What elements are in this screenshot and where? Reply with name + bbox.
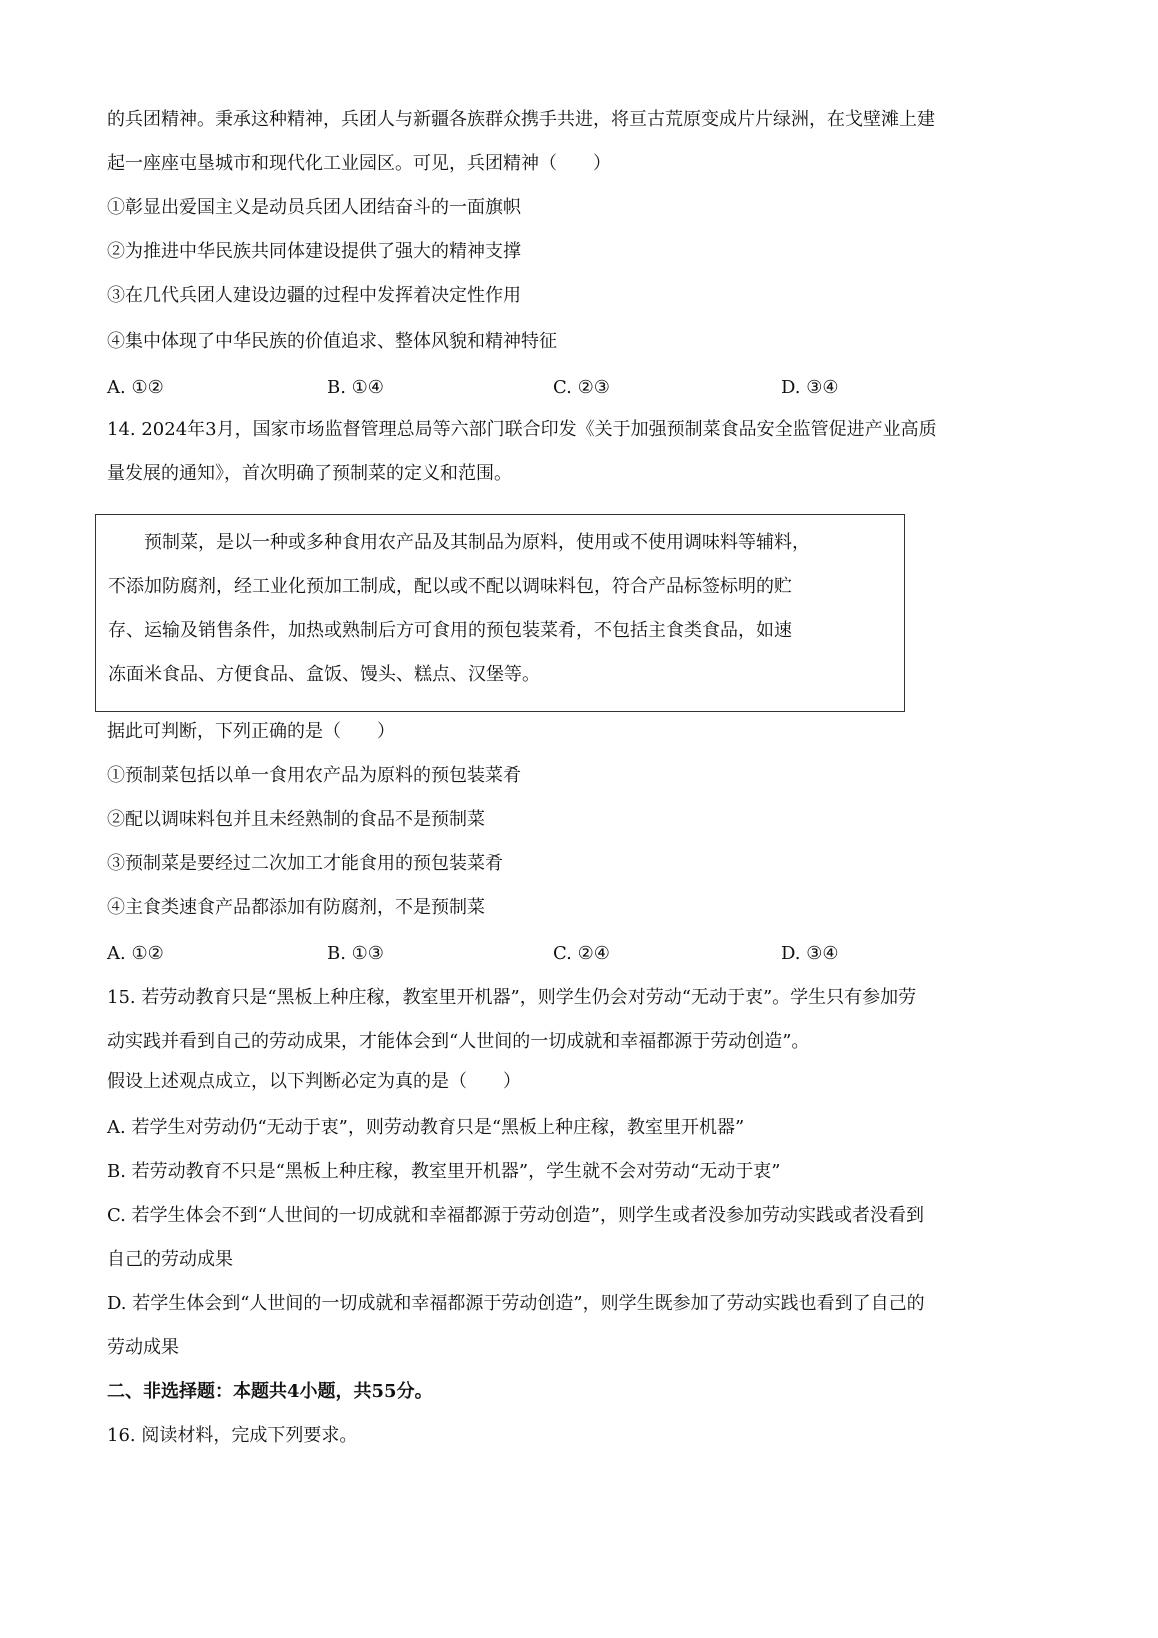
q14-material-line-3: 存、运输及销售条件，加热或熟制后方可食用的预包装菜肴，不包括主食类食品，如速 [108, 620, 792, 641]
q15-option-d-continued: 劳动成果 [107, 1337, 179, 1358]
q14-material-line-2: 不添加防腐剂，经工业化预加工制成，配以或不配以调味料包，符合产品标签标明的贮 [108, 576, 792, 597]
q15-option-b[interactable]: B. 若劳动教育不只是“黑板上种庄稼，教室里开机器”，学生就不会对劳动“无动于衷” [107, 1161, 781, 1182]
q15-option-c-continued: 自己的劳动成果 [107, 1249, 233, 1270]
q14-statement-2: ②配以调味料包并且未经熟制的食品不是预制菜 [107, 809, 485, 830]
q13-statement-2: ②为推进中华民族共同体建设提供了强大的精神支撑 [107, 241, 521, 262]
q14-statement-3: ③预制菜是要经过二次加工才能食用的预包装菜肴 [107, 853, 503, 874]
q14-option-a[interactable]: A. ①② [107, 943, 164, 964]
q16-text: 16. 阅读材料，完成下列要求。 [107, 1425, 358, 1446]
q14-prompt: 据此可判断，下列正确的是（ ） [107, 721, 395, 742]
q13-statement-3: ③在几代兵团人建设边疆的过程中发挥着决定性作用 [107, 285, 521, 306]
q14-options [107, 942, 1007, 966]
q13-option-d[interactable]: D. ③④ [781, 377, 839, 398]
q14-statement-1: ①预制菜包括以单一食用农产品为原料的预包装菜肴 [107, 765, 521, 786]
q14-option-d[interactable]: D. ③④ [781, 943, 839, 964]
q13-options [107, 376, 1007, 400]
q15-prompt: 假设上述观点成立，以下判断必定为真的是（ ） [107, 1071, 521, 1092]
q14-statement-4: ④主食类速食产品都添加有防腐剂，不是预制菜 [107, 897, 485, 918]
q15-option-c[interactable]: C. 若学生体会不到“人世间的一切成就和幸福都源于劳动创造”，则学生或者没参加劳动实践或者没看到 [107, 1205, 924, 1226]
q15-text-line-1: 15. 若劳动教育只是“黑板上种庄稼，教室里开机器”，则学生仍会对劳动“无动于衷”。学生只有参加劳 [107, 987, 917, 1008]
q14-option-b[interactable]: B. ①③ [327, 943, 384, 964]
q13-statement-4: ④集中体现了中华民族的价值追求、整体风貌和精神特征 [107, 331, 557, 352]
q13-text-line-2: 起一座座屯垦城市和现代化工业园区。可见，兵团精神（ ） [107, 153, 611, 174]
q14-text-line-1: 14. 2024年3月，国家市场监督管理总局等六部门联合印发《关于加强预制菜食品安全监管促进产业高质 [107, 419, 937, 440]
q15-option-a[interactable]: A. 若学生对劳动仍“无动于衷”，则劳动教育只是“黑板上种庄稼，教室里开机器” [107, 1117, 745, 1138]
q14-material-line-1: 预制菜，是以一种或多种食用农产品及其制品为原料，使用或不使用调味料等辅料， [108, 532, 810, 553]
q13-statement-1: ①彰显出爱国主义是动员兵团人团结奋斗的一面旗帜 [107, 197, 521, 218]
q13-text-line-1: 的兵团精神。秉承这种精神，兵团人与新疆各族群众携手共进，将亘古荒原变成片片绿洲，在戈壁滩上建 [107, 109, 935, 130]
q15-text-line-2: 动实践并看到自己的劳动成果，才能体会到“人世间的一切成就和幸福都源于劳动创造”。 [107, 1031, 810, 1052]
q14-text-line-2: 量发展的通知》，首次明确了预制菜的定义和范围。 [107, 463, 512, 484]
q14-material-line-4: 冻面米食品、方便食品、盒饭、馒头、糕点、汉堡等。 [108, 664, 540, 685]
q15-option-d[interactable]: D. 若学生体会到“人世间的一切成就和幸福都源于劳动创造”，则学生既参加了劳动实践也看到了自己的 [107, 1293, 925, 1314]
q13-option-c[interactable]: C. ②③ [553, 377, 610, 398]
q14-material-box [95, 514, 905, 712]
q13-option-b[interactable]: B. ①④ [327, 377, 384, 398]
q13-option-a[interactable]: A. ①② [107, 377, 164, 398]
section-heading: 二、非选择题：本题共4小题，共55分。 [107, 1381, 433, 1402]
q14-option-c[interactable]: C. ②④ [553, 943, 610, 964]
